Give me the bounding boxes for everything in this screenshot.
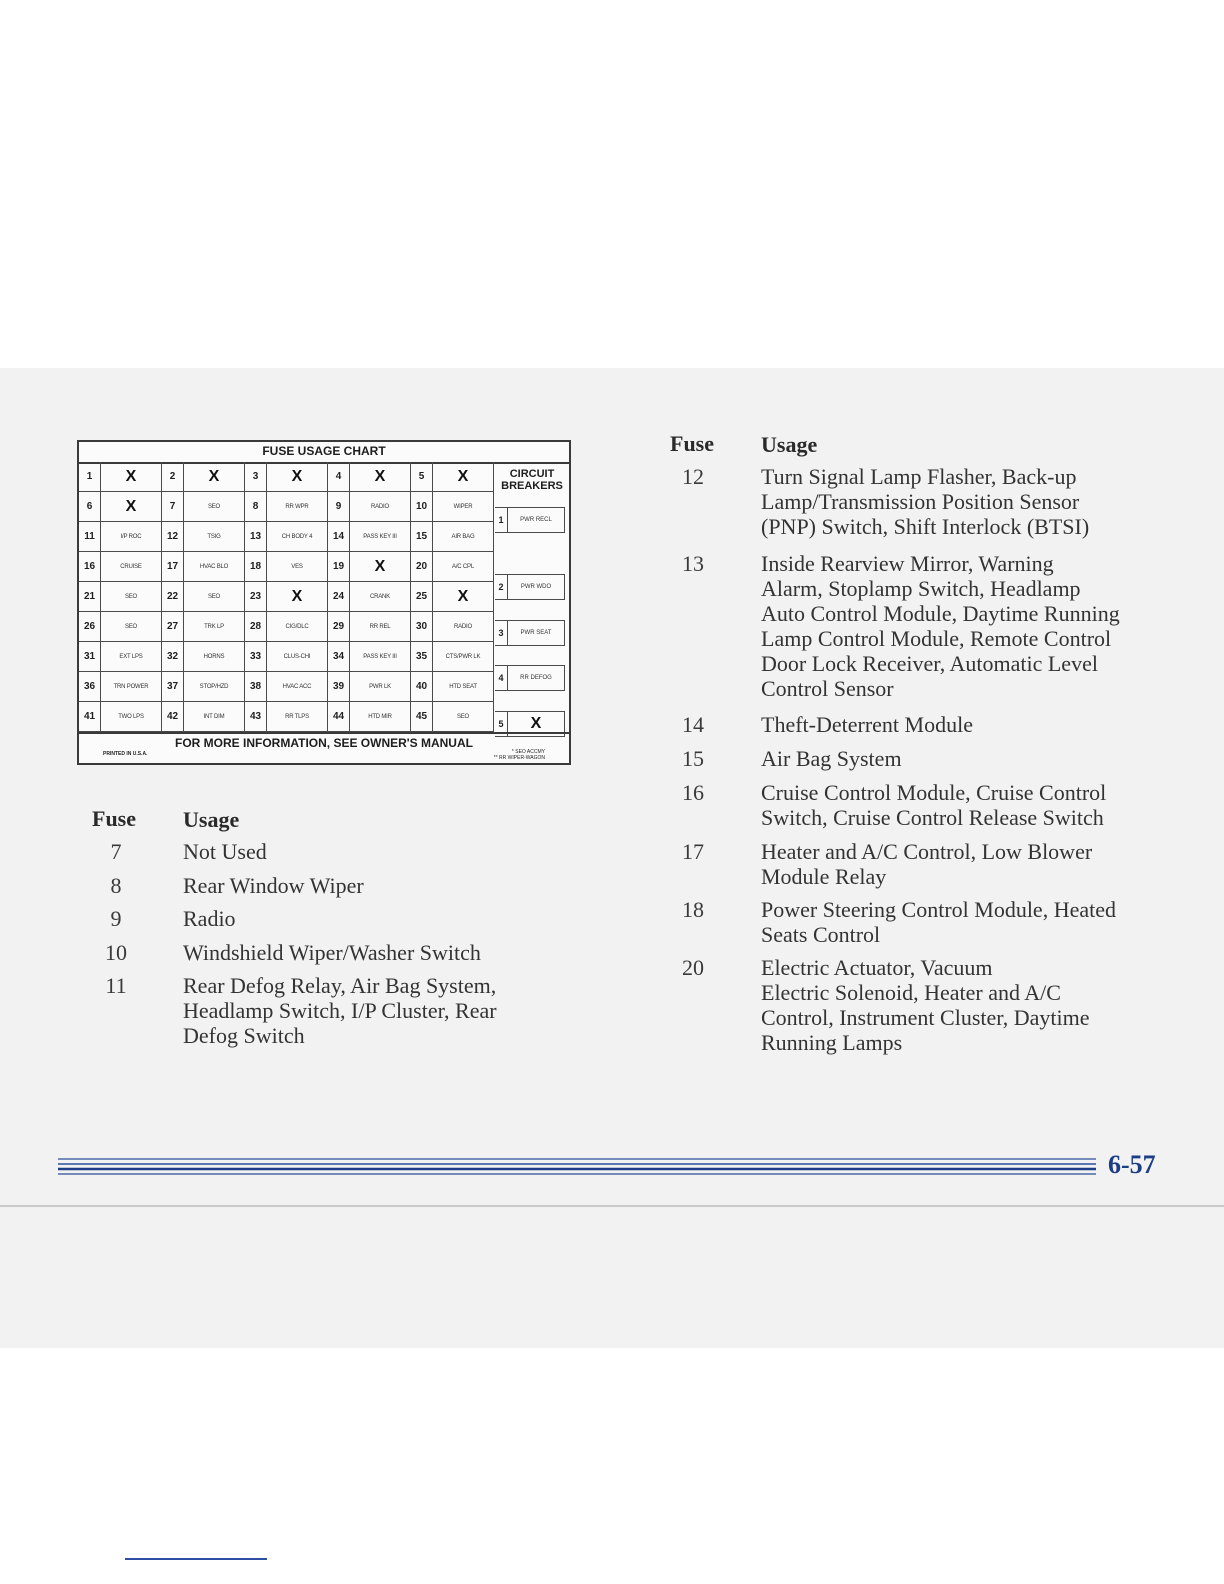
fuse-number-cell: 2 bbox=[162, 462, 184, 492]
bottom-divider bbox=[0, 1205, 1224, 1207]
footer-underline bbox=[125, 1558, 267, 1560]
page-number: 6-57 bbox=[1108, 1150, 1156, 1179]
usage-line: Inside Rearview Mirror, Warning bbox=[761, 551, 1054, 576]
fuse-number-cell: 45 bbox=[411, 702, 433, 732]
fuse-number: 8 bbox=[110, 873, 122, 898]
fuse-number-cell: 41 bbox=[79, 702, 101, 732]
circuit-breaker-usage: PWR SEAT bbox=[520, 630, 552, 636]
fuse-usage-cell: X bbox=[433, 582, 494, 612]
fuse-usage-cell: STOP/HZD bbox=[184, 672, 245, 702]
fuse-usage-cell: TRK LP bbox=[184, 612, 245, 642]
fuse-number: 13 bbox=[682, 551, 704, 576]
fuse-usage bbox=[761, 780, 1106, 830]
fuse-usage-cell: X bbox=[350, 552, 411, 582]
circuit-breaker-number: 4 bbox=[495, 666, 508, 690]
fuse-number-cell: 37 bbox=[162, 672, 184, 702]
usage-line: Lamp Control Module, Remote Control bbox=[761, 626, 1112, 651]
usage-column-heading: Usage bbox=[761, 432, 818, 457]
fuse-number: 14 bbox=[682, 712, 704, 737]
fuse-usage-cell: PASS KEY III bbox=[350, 522, 411, 552]
fuse-number-cell: 30 bbox=[411, 612, 433, 642]
fuse-number-cell: 15 bbox=[411, 522, 433, 552]
fuse-number-cell: 25 bbox=[411, 582, 433, 612]
chart-footer bbox=[79, 732, 569, 767]
circuit-breakers bbox=[495, 462, 569, 732]
fuse-usage-cell: RADIO bbox=[433, 612, 494, 642]
fuse-usage-cell: CRUISE bbox=[101, 552, 162, 582]
fuse-usage-cell: CLUS-CHI bbox=[267, 642, 328, 672]
circuit-breaker-usage: PWR RECL bbox=[520, 517, 552, 523]
fuse-usage-cell: WIPER bbox=[433, 492, 494, 522]
usage-line: Not Used bbox=[183, 839, 267, 864]
fuse-number: 15 bbox=[682, 746, 704, 771]
fuse-number: 7 bbox=[110, 839, 122, 864]
usage-line: Defog Switch bbox=[183, 1023, 305, 1048]
fuse-column-heading: Fuse bbox=[670, 431, 714, 456]
fuse-number-cell: 13 bbox=[245, 522, 267, 552]
fuse-usage-cell: VES bbox=[267, 552, 328, 582]
fuse-number: 20 bbox=[682, 955, 704, 980]
fuse-usage-cell: SEO bbox=[184, 492, 245, 522]
usage-line: Alarm, Stoplamp Switch, Headlamp bbox=[761, 576, 1081, 601]
usage-line: Heater and A/C Control, Low Blower bbox=[761, 839, 1093, 864]
usage-line: Electric Solenoid, Heater and A/C bbox=[761, 980, 1061, 1005]
fuse-number-cell: 39 bbox=[328, 672, 350, 702]
fuse-usage bbox=[761, 464, 1089, 539]
fuse-number-cell: 28 bbox=[245, 612, 267, 642]
fuse-number-cell: 16 bbox=[79, 552, 101, 582]
fuse-usage bbox=[183, 973, 497, 1048]
fuse-number-cell: 35 bbox=[411, 642, 433, 672]
fuse-usage-cell: CH BODY 4 bbox=[267, 522, 328, 552]
fuse-number-cell: 11 bbox=[79, 522, 101, 552]
circuit-breaker-3 bbox=[495, 620, 565, 646]
usage-line: Module Relay bbox=[761, 864, 887, 889]
fuse-usage-cell: X bbox=[101, 492, 162, 522]
fuse-usage-cell: SEO bbox=[101, 612, 162, 642]
usage-line: Windshield Wiper/Washer Switch bbox=[183, 940, 481, 965]
footnote-2: ** RR WIPER-WAGON bbox=[493, 755, 545, 761]
fuse-usage-cell: SEO bbox=[101, 582, 162, 612]
fuse-usage bbox=[761, 551, 1120, 701]
fuse-number-cell: 3 bbox=[245, 462, 267, 492]
circuit-breaker-usage: PWR WDO bbox=[520, 584, 552, 590]
usage-line: Rear Window Wiper bbox=[183, 873, 364, 898]
fuse-usage-cell: HVAC ACC bbox=[267, 672, 328, 702]
fuse-usage bbox=[183, 940, 481, 965]
fuse-usage-cell: TRN POWER bbox=[101, 672, 162, 702]
fuse-number-cell: 40 bbox=[411, 672, 433, 702]
fuse-usage bbox=[761, 746, 902, 771]
fuse-usage bbox=[761, 839, 1092, 889]
fuse-number-cell: 44 bbox=[328, 702, 350, 732]
fuse-usage-cell: I/P ROC bbox=[101, 522, 162, 552]
fuse-number: 18 bbox=[682, 897, 704, 922]
chart-title: FUSE USAGE CHART bbox=[79, 442, 569, 464]
fuse-number: 16 bbox=[682, 780, 704, 805]
fuse-number-cell: 36 bbox=[79, 672, 101, 702]
fuse-usage-chart bbox=[77, 440, 571, 765]
fuse-number-cell: 14 bbox=[328, 522, 350, 552]
fuse-number-cell: 7 bbox=[162, 492, 184, 522]
fuse-number-cell: 24 bbox=[328, 582, 350, 612]
usage-line: Rear Defog Relay, Air Bag System, bbox=[183, 973, 497, 998]
fuse-number-cell: 18 bbox=[245, 552, 267, 582]
fuse-number-cell: 5 bbox=[411, 462, 433, 492]
fuse-usage bbox=[761, 712, 973, 737]
fuse-usage-cell: HTD SEAT bbox=[433, 672, 494, 702]
fuse-number-cell: 26 bbox=[79, 612, 101, 642]
fuse-number-cell: 6 bbox=[79, 492, 101, 522]
fuse-number-cell: 17 bbox=[162, 552, 184, 582]
fuse-usage-cell: RR TLPS bbox=[267, 702, 328, 732]
usage-line: Theft-Deterrent Module bbox=[761, 712, 973, 737]
usage-line: Turn Signal Lamp Flasher, Back-up bbox=[761, 464, 1077, 489]
fuse-usage-cell: A/C CPL bbox=[433, 552, 494, 582]
circuit-breaker-1 bbox=[495, 507, 565, 533]
usage-line: Auto Control Module, Daytime Running bbox=[761, 601, 1120, 626]
fuse-usage-cell: TSIG bbox=[184, 522, 245, 552]
fuse-usage-cell: SEO bbox=[433, 702, 494, 732]
fuse-usage-cell: PWR LK bbox=[350, 672, 411, 702]
fuse-usage-cell: X bbox=[267, 462, 328, 492]
printed-in-label: PRINTED IN U.S.A. bbox=[103, 751, 148, 757]
fuse-number: 12 bbox=[682, 464, 704, 489]
fuse-usage-cell: CTS/PWR LK bbox=[433, 642, 494, 672]
fuse-usage-cell: X bbox=[433, 462, 494, 492]
fuse-column-heading: Fuse bbox=[92, 806, 136, 831]
fuse-usage-cell: RADIO bbox=[350, 492, 411, 522]
fuse-usage-cell: INT DIM bbox=[184, 702, 245, 732]
fuse-number-cell: 23 bbox=[245, 582, 267, 612]
fuse-number: 17 bbox=[682, 839, 704, 864]
usage-line: Control Sensor bbox=[761, 676, 894, 701]
circuit-breakers-title: CIRCUIT BREAKERS bbox=[501, 468, 563, 492]
usage-line: Running Lamps bbox=[761, 1030, 903, 1055]
fuse-usage-cell: AIR BAG bbox=[433, 522, 494, 552]
fuse-usage-cell: X bbox=[350, 462, 411, 492]
fuse-number-cell: 27 bbox=[162, 612, 184, 642]
fuse-usage-cell: RR WPR bbox=[267, 492, 328, 522]
fuse-number-cell: 43 bbox=[245, 702, 267, 732]
footer-rule bbox=[58, 1155, 1096, 1179]
fuse-usage bbox=[183, 906, 236, 931]
usage-line: Door Lock Receiver, Automatic Level bbox=[761, 651, 1098, 676]
fuse-usage-cell: PASS KEY III bbox=[350, 642, 411, 672]
usage-line: Electric Actuator, Vacuum bbox=[761, 955, 993, 980]
fuse-number-cell: 4 bbox=[328, 462, 350, 492]
usage-line: (PNP) Switch, Shift Interlock (BTSI) bbox=[761, 514, 1090, 539]
fuse-usage-cell: RR REL bbox=[350, 612, 411, 642]
circuit-breaker-usage: X bbox=[530, 715, 542, 732]
usage-line: Cruise Control Module, Cruise Control bbox=[761, 780, 1107, 805]
usage-column-heading: Usage bbox=[183, 807, 240, 832]
usage-line: Switch, Cruise Control Release Switch bbox=[761, 805, 1104, 830]
circuit-breaker-4 bbox=[495, 665, 565, 691]
fuse-usage bbox=[761, 897, 1116, 947]
fuse-usage-cell: EXT LPS bbox=[101, 642, 162, 672]
circuit-breaker-number: 3 bbox=[495, 621, 508, 645]
fuse-usage-cell: CRANK bbox=[350, 582, 411, 612]
fuse-number: 9 bbox=[110, 906, 122, 931]
circuit-breaker-number: 2 bbox=[495, 575, 508, 599]
usage-line: Radio bbox=[183, 906, 236, 931]
fuse-number-cell: 42 bbox=[162, 702, 184, 732]
circuit-breaker-number: 5 bbox=[495, 712, 508, 736]
usage-line: Headlamp Switch, I/P Cluster, Rear bbox=[183, 998, 497, 1023]
fuse-number-cell: 20 bbox=[411, 552, 433, 582]
circuit-breaker-usage: RR DEFOG bbox=[520, 675, 552, 681]
fuse-number-cell: 34 bbox=[328, 642, 350, 672]
footnote-1: * SEO ACCMY bbox=[511, 749, 545, 755]
chart-footer-text: FOR MORE INFORMATION, SEE OWNER'S MANUAL bbox=[175, 736, 473, 750]
fuse-number-cell: 38 bbox=[245, 672, 267, 702]
circuit-breaker-2 bbox=[495, 574, 565, 600]
fuse-number-cell: 19 bbox=[328, 552, 350, 582]
circuit-breaker-number: 1 bbox=[495, 508, 508, 532]
fuse-number-cell: 10 bbox=[411, 492, 433, 522]
fuse-usage-cell: X bbox=[267, 582, 328, 612]
fuse-usage-cell: HTD MIR bbox=[350, 702, 411, 732]
usage-line: Power Steering Control Module, Heated bbox=[761, 897, 1116, 922]
fuse-usage bbox=[183, 873, 364, 898]
fuse-number-cell: 32 bbox=[162, 642, 184, 672]
fuse-usage bbox=[183, 839, 267, 864]
fuse-number-cell: 31 bbox=[79, 642, 101, 672]
fuse-number-cell: 8 bbox=[245, 492, 267, 522]
fuse-number-cell: 21 bbox=[79, 582, 101, 612]
fuse-usage-cell: SEO bbox=[184, 582, 245, 612]
usage-line: Lamp/Transmission Position Sensor bbox=[761, 489, 1080, 514]
fuse-number-cell: 9 bbox=[328, 492, 350, 522]
fuse-usage bbox=[761, 955, 1089, 1055]
usage-line: Control, Instrument Cluster, Daytime bbox=[761, 1005, 1090, 1030]
fuse-grid bbox=[79, 462, 495, 732]
chart-footnotes bbox=[494, 749, 545, 761]
fuse-usage-cell: HORNS bbox=[184, 642, 245, 672]
fuse-number-cell: 29 bbox=[328, 612, 350, 642]
fuse-usage-cell: TWO LPS bbox=[101, 702, 162, 732]
fuse-number-cell: 1 bbox=[79, 462, 101, 492]
fuse-number-cell: 22 bbox=[162, 582, 184, 612]
fuse-usage-cell: HVAC BLO bbox=[184, 552, 245, 582]
usage-line: Seats Control bbox=[761, 922, 881, 947]
fuse-usage-cell: X bbox=[101, 462, 162, 492]
usage-line: Air Bag System bbox=[761, 746, 902, 771]
fuse-number: 11 bbox=[105, 973, 127, 998]
fuse-number-cell: 33 bbox=[245, 642, 267, 672]
fuse-number: 10 bbox=[105, 940, 127, 965]
fuse-number-cell: 12 bbox=[162, 522, 184, 552]
fuse-usage-cell: X bbox=[184, 462, 245, 492]
fuse-usage-cell: CIG/DLC bbox=[267, 612, 328, 642]
